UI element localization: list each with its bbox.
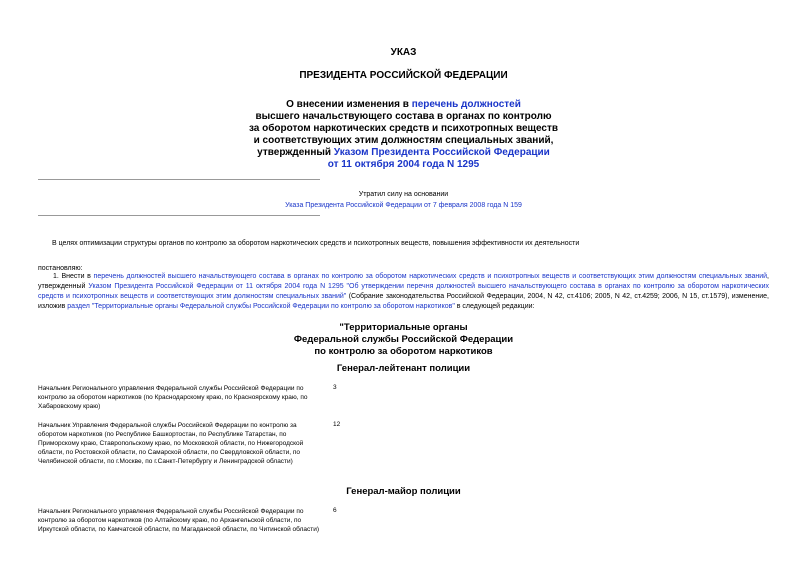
item-1-section-link[interactable]: раздел "Территориальные органы Федеральной службы Российской Федерации по контролю за оборотом наркотиков": [67, 303, 455, 310]
position-count: 3: [333, 384, 337, 391]
item-1-text: 1. Внести в: [53, 273, 94, 280]
subject-text: О внесении изменения в: [286, 99, 412, 110]
preamble: В целях оптимизации структуры органов по контролю за оборотом наркотических средств и психотропных веществ, повышения эффективности их деятельности: [52, 240, 580, 247]
repeal-decree-link[interactable]: Указа Президента Российской Федерации от 7 февраля 2008 года N 159: [285, 202, 522, 209]
item-1-list-link[interactable]: перечень должностей высшего начальствующего состава в органах по контролю за оборотом наркотических средств и психотропных веществ и соответствующих этим должностям специальных званий: [93, 273, 768, 280]
subject-line-1: [0, 99, 807, 111]
subject-line-3: за оборотом наркотических средств и психотропных веществ: [248, 123, 559, 134]
section-title-line-3: по контролю за оборотом наркотиков: [314, 346, 493, 357]
divider-bottom: [38, 215, 320, 216]
subject-line-4: и соответствующих этим должностям специальных званий,: [253, 135, 554, 146]
decree-word: постановляю:: [38, 265, 83, 272]
rank-title: Генерал-майор полиции: [346, 486, 461, 497]
position-text: Начальник Управления Федеральной службы Российской Федерации по контролю за оборотом наркотиков (по Республике Башкортостан, по Республике Татарстан, по Приморскому краю, Ставропольскому краю, по Московской области, по Нижегородской области, по Ростовской области, по Самарской области, по Свердловской области, по Челябинской области, по г.Москве, по г.Санкт-Петербургу и Ленинградской области): [38, 422, 304, 465]
item-1-text: в следующей редакции:: [454, 303, 535, 310]
section-title-line-2: Федеральной службы Российской Федерации: [293, 334, 514, 345]
subject-date-link[interactable]: от 11 октября 2004 года N 1295: [327, 159, 480, 170]
position-text: Начальник Регионального управления Федеральной службы Российской Федерации по контролю за оборотом наркотиков (по Краснодарскому краю, по Красноярскому краю, по Хабаровскому краю): [38, 385, 308, 410]
divider-top: [38, 179, 320, 180]
doc-issuer: ПРЕЗИДЕНТА РОССИЙСКОЙ ФЕДЕРАЦИИ: [299, 70, 508, 81]
position-text: Начальник Регионального управления Федеральной службы Российской Федерации по контролю за оборотом наркотиков (по Алтайскому краю, по Архангельской области, по Иркутской области, по Камчатской области, по Магаданской области, по Читинской области): [38, 508, 320, 533]
doc-subject: [0, 99, 807, 171]
section-title: [0, 322, 807, 358]
subject-line-2: высшего начальствующего состава в органах по контролю: [255, 111, 552, 122]
subject-line-5: [0, 147, 807, 159]
item-1-paragraph: [38, 272, 769, 312]
presidential-decree-link[interactable]: Указом Президента Российской Федерации: [333, 147, 550, 158]
item-1-text: , утвержденный: [38, 273, 769, 290]
section-title-line-1: "Территориальные органы: [339, 322, 468, 333]
doc-type: УКАЗ: [390, 47, 417, 58]
position-count: 12: [333, 421, 341, 428]
list-of-positions-link[interactable]: перечень должностей: [411, 99, 521, 110]
item-1-decree-link[interactable]: Указом Президента Российской Федерации от 11 октября 2004 года N 1295 "Об утверждении перечня должностей высшего начальствующего состава в органах по контролю за оборотом наркотических средств и психотропных веществ и соответствующих этим должностям специальных званий": [38, 283, 769, 300]
rank-title: Генерал-лейтенант полиции: [336, 363, 471, 374]
repeal-notice: Утратил силу на основании: [358, 191, 449, 198]
item-1-text: (Собрание законодательства Российской Федерации, 2004, N 42, ст.4106; 2005, N 42, ст.4259; 2006, N 15, ст.1579), изменение, изложив: [38, 293, 769, 310]
subject-text: утвержденный: [257, 147, 334, 158]
position-count: 6: [333, 507, 337, 514]
